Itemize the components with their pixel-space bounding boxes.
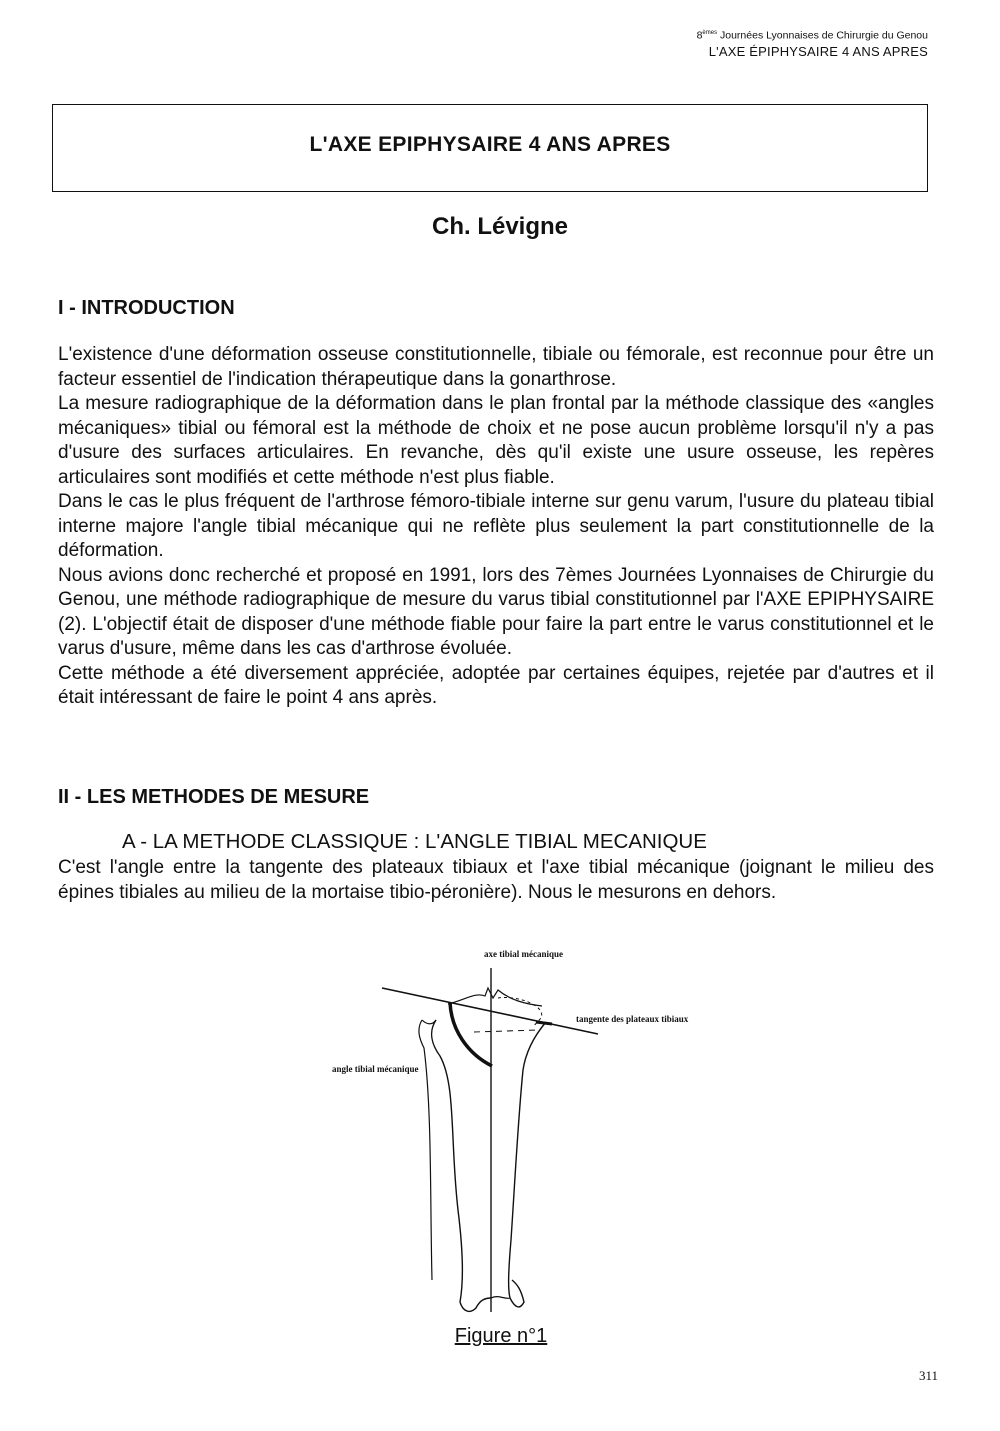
running-head	[697, 26, 928, 59]
methods-body	[58, 856, 934, 905]
tibia-right-outline	[509, 1022, 546, 1307]
running-head-conference-name: Journées Lyonnaises de Chirurgie du Genou	[717, 29, 928, 42]
intro-paragraph: Dans le cas le plus fréquent de l'arthrose fémoro-tibiale interne sur genu varum, l'usure du plateau tibial interne majore l'angle tibial mécanique qui ne reflète plus seulement la part constitutionnelle de la déformation.	[58, 491, 934, 561]
tibia-distal-end	[491, 1297, 510, 1299]
tibial-spines	[448, 988, 542, 1006]
title-box	[52, 104, 928, 192]
running-head-conference	[697, 26, 928, 44]
methods-heading: II - LES METHODES DE MESURE	[58, 786, 370, 808]
methods-paragraph: C'est l'angle entre la tangente des plateaux tibiaux et l'axe tibial mécanique (joignant le milieu des épines tibiales au milieu de la mortaise tibio-péronière). Nous le mesurons en dehors.	[58, 857, 934, 903]
plateau-dashed-line	[474, 1030, 538, 1032]
article-title: L'AXE EPIPHYSAIRE 4 ANS APRES	[309, 133, 671, 156]
angle-arc	[450, 1002, 492, 1066]
tibia-diagram	[320, 940, 760, 1320]
plateau-bold-segment	[536, 1022, 552, 1024]
intro-paragraph: Nous avions donc recherché et proposé en 1991, lors des 7èmes Journées Lyonnaises de Chirurgie du Genou, une méthode radiographique de mesure du varus tibial constitutionnel par l'AXE EPIPHYSAIRE (2). L'objectif était de disposer d'une méthode fiable pour faire la part entre le varus constitutionnel et le varus d'usure, même dans les cas d'arthrose évoluée.	[58, 564, 934, 659]
fibula-outline	[419, 1020, 432, 1280]
running-head-article: L'AXE ÉPIPHYSAIRE 4 ANS APRES	[708, 43, 928, 59]
label-tangente: tangente des plateaux tibiaux	[576, 1014, 689, 1024]
running-head-number: 8	[696, 29, 703, 42]
label-axe-tibial: axe tibial mécanique	[484, 949, 563, 959]
page-number: 311	[918, 1368, 938, 1383]
label-angle-tibial: angle tibial mécanique	[332, 1064, 419, 1074]
running-head-superscript: èmes	[702, 30, 718, 36]
introduction-body	[58, 343, 934, 711]
intro-paragraph: La mesure radiographique de la déformation dans le plan frontal par la méthode classique des «angles mécaniques» tibial ou fémoral est la méthode de choix et ne pose aucun problème lorsqu'il n'y a pas d'usure des surfaces articulaires. En revanche, dès qu'il existe une usure osseuse, les repères articulaires sont modifiés et cette méthode n'est plus fiable.	[58, 393, 934, 488]
tibia-left-outline	[432, 1020, 491, 1311]
author-name: Ch. Lévigne	[431, 213, 569, 240]
methods-subheading: A - LA METHODE CLASSIQUE : L'ANGLE TIBIAL MECANIQUE	[122, 830, 707, 853]
tibia-figure	[320, 940, 760, 1320]
tangent-line	[382, 988, 598, 1034]
figure-caption: Figure n°1	[454, 1325, 548, 1347]
intro-paragraph: Cette méthode a été diversement appréciée, adoptée par certaines équipes, rejetée par d'autres et il était intéressant de faire le point 4 ans après.	[58, 662, 934, 708]
introduction-heading: I - INTRODUCTION	[58, 297, 235, 319]
intro-paragraph: L'existence d'une déformation osseuse constitutionnelle, tibiale ou fémorale, est reconnue pour être un facteur essentiel de l'indication thérapeutique dans la gonarthrose.	[58, 344, 934, 390]
